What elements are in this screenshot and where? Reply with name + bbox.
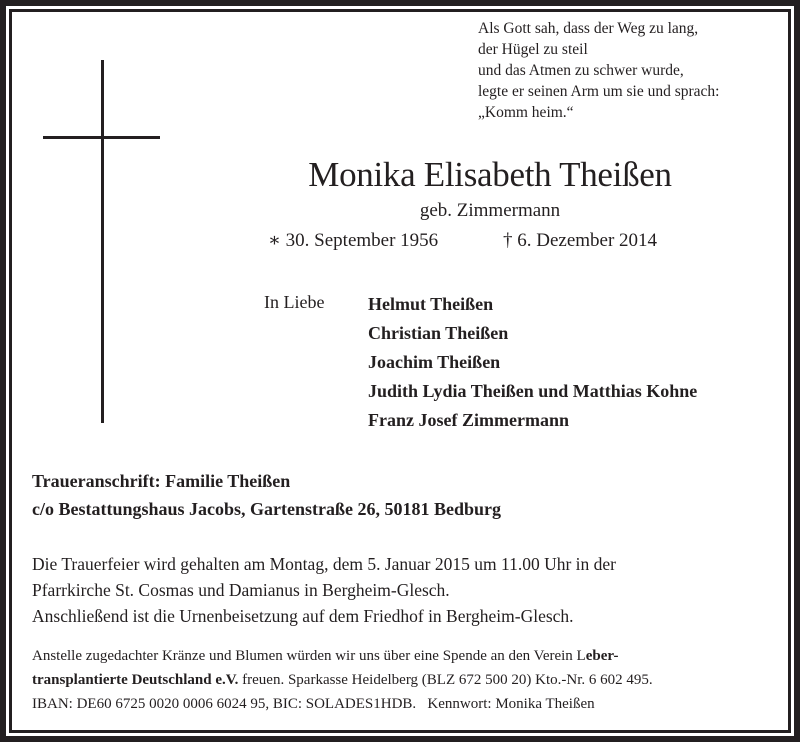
poem-line: und das Atmen zu schwer wurde,	[478, 62, 684, 79]
poem-line: Als Gott sah, dass der Weg zu lang,	[478, 20, 699, 37]
cross-horizontal-beam	[43, 136, 160, 139]
asterisk-birth-icon: ∗	[268, 230, 281, 251]
birth-date	[268, 229, 438, 253]
birth-name: geb. Zimmermann	[419, 200, 561, 221]
donation-request	[32, 644, 772, 716]
death-date-text: 6. Dezember 2014	[517, 230, 658, 251]
donation-line: IBAN: DE60 6725 0020 0006 6024 95, BIC: SOLADES1HDB. Kennwort: Monika Theißen	[32, 696, 595, 712]
mourner-name: Joachim Theißen	[368, 352, 501, 372]
mourner-name: Helmut Theißen	[368, 294, 494, 314]
poem	[478, 18, 719, 123]
cross-vertical-beam	[101, 60, 104, 423]
address-line: Traueranschrift: Familie Theißen	[32, 471, 291, 491]
mourners-label: In Liebe	[264, 292, 325, 312]
funeral-service-info	[32, 551, 772, 629]
poem-line: legte er seinen Arm um sie und sprach:	[478, 83, 720, 100]
donation-text: Anstelle zugedachter Kränze und Blumen würden wir uns über eine Spende an den Verein L	[32, 648, 586, 664]
donation-line	[32, 668, 772, 692]
bank-details: freuen. Sparkasse Heidelberg (BLZ 672 500 20) Kto.-Nr. 6 602 495.	[238, 672, 653, 688]
service-line: Die Trauerfeier wird gehalten am Montag, dem 5. Januar 2015 um 11.00 Uhr in der	[32, 554, 617, 574]
mourner-name: Christian Theißen	[368, 323, 509, 343]
mourners-list	[368, 290, 697, 435]
inner-frame	[9, 9, 791, 733]
deceased-name: Monika Elisabeth Theißen	[308, 155, 672, 194]
poem-line: der Hügel zu steil	[478, 41, 588, 58]
outer-frame	[6, 6, 794, 736]
birth-date-text: 30. September 1956	[285, 230, 439, 251]
mourning-address	[32, 467, 501, 523]
charity-name-part: transplantierte Deutschland e.V.	[32, 672, 239, 688]
death-date	[503, 229, 657, 253]
donation-line	[32, 644, 772, 668]
poem-line: „Komm heim.“	[478, 104, 574, 121]
dagger-death-icon: †	[503, 230, 513, 251]
mourner-name: Judith Lydia Theißen und Matthias Kohne	[368, 381, 698, 401]
mourner-name: Franz Josef Zimmermann	[368, 410, 569, 430]
service-line: Pfarrkirche St. Cosmas und Damianus in Bergheim-Glesch.	[32, 580, 450, 600]
service-line: Anschließend ist die Urnenbeisetzung auf dem Friedhof in Bergheim-Glesch.	[32, 606, 574, 626]
charity-name-part: eber-	[585, 648, 619, 664]
address-line: c/o Bestattungshaus Jacobs, Gartenstraße 26, 50181 Bedburg	[32, 499, 502, 519]
